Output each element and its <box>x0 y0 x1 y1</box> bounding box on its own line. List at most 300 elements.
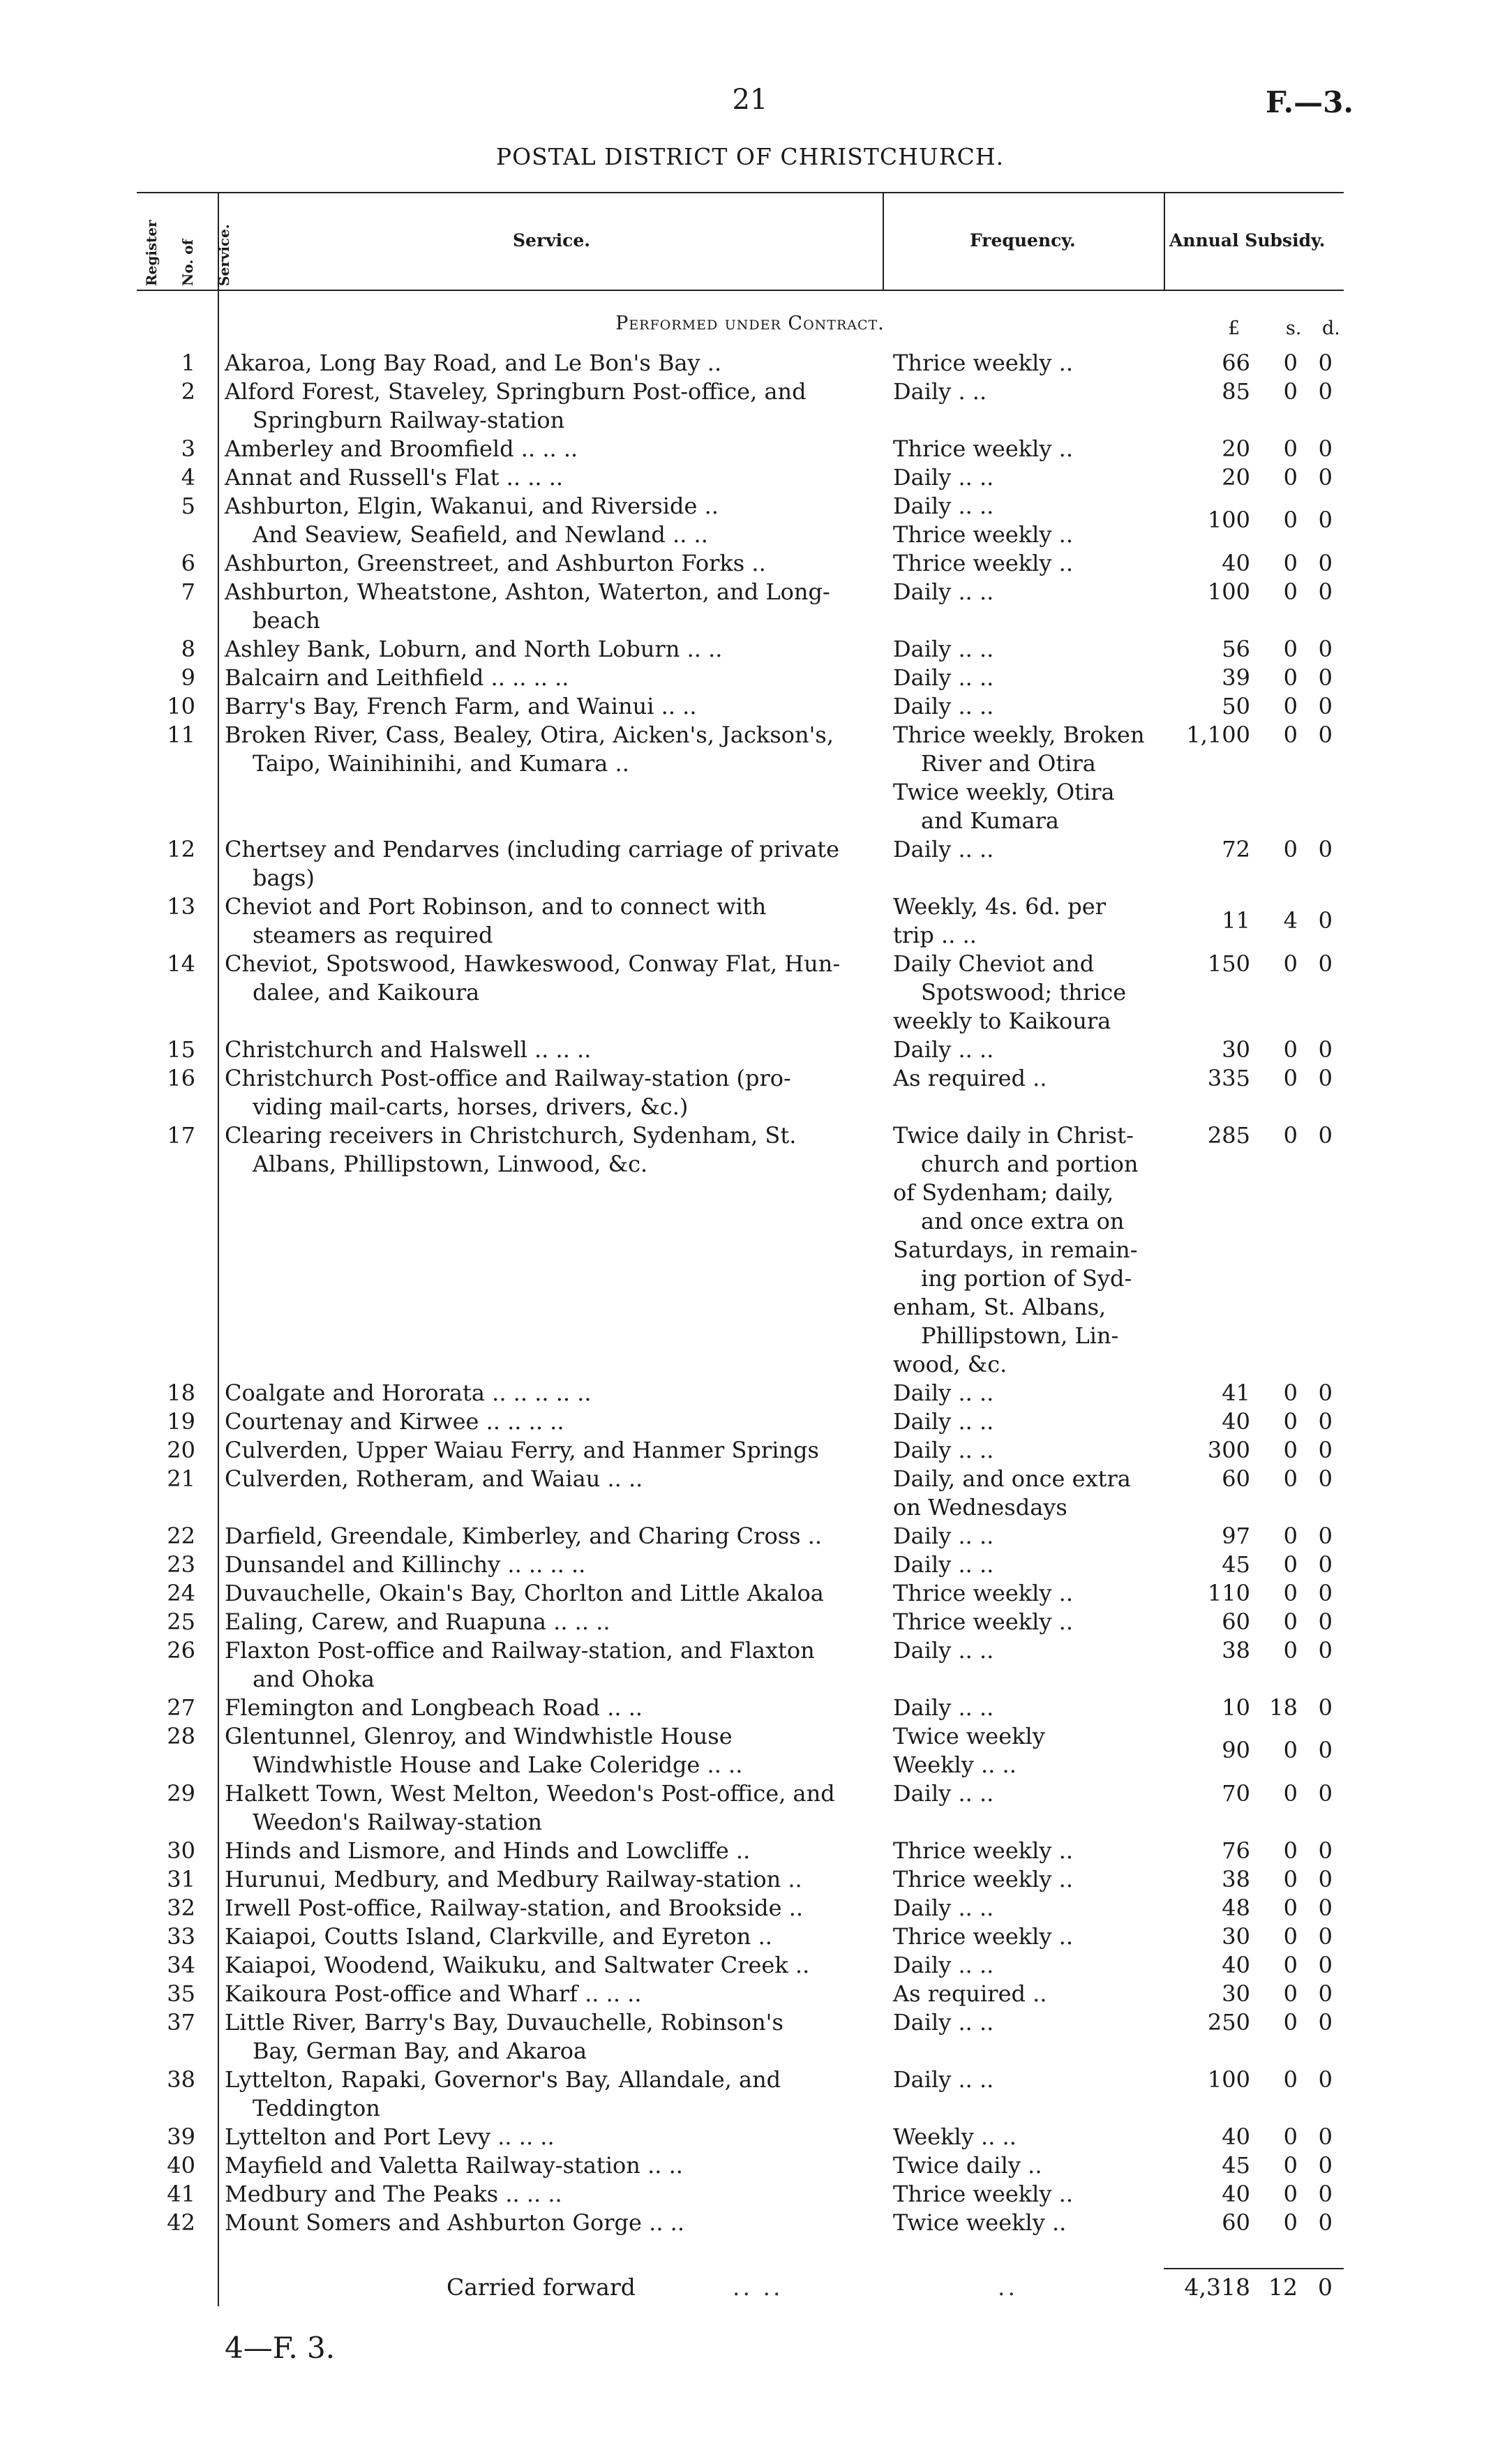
frequency-line: Twice weekly, Otira <box>893 779 1115 805</box>
service-route <box>225 1408 867 1436</box>
service-line: Ealing, Carew, and Ruapuna .. .. .. <box>225 1608 610 1635</box>
total-rule <box>1164 2268 1344 2269</box>
subsidy-shillings: 0 <box>1283 2181 1298 2207</box>
frequency <box>893 435 1144 463</box>
table-row <box>0 1980 1500 2008</box>
service-route <box>225 378 867 435</box>
table-row <box>0 1579 1500 1608</box>
frequency-line: Thrice weekly .. <box>893 1580 1073 1606</box>
service-line: Culverden, Rotheram, and Waiau .. .. <box>225 1465 643 1492</box>
frequency <box>893 1922 1144 1951</box>
service-line: Lyttelton, Rapaki, Governor's Bay, Allandale, and <box>225 2066 781 2093</box>
frequency <box>893 1579 1144 1608</box>
frequency-line: Thrice weekly, Broken <box>893 722 1145 748</box>
subsidy-pence: 0 <box>1318 2066 1333 2093</box>
service-line: Irwell Post-office, Railway-station, and Brookside .. <box>225 1895 804 1921</box>
service-line: Hurunui, Medbury, and Medbury Railway-station .. <box>225 1866 802 1892</box>
service-route <box>225 1522 867 1551</box>
table-row <box>0 835 1500 893</box>
subsidy-pence: 0 <box>1318 1523 1333 1549</box>
subsidy-shillings: 0 <box>1283 950 1298 977</box>
unit-shillings: s. <box>1286 318 1302 339</box>
service-route <box>225 1436 867 1465</box>
table-row <box>0 1951 1500 1980</box>
frequency-line: Daily .. .. <box>893 693 994 719</box>
service-line: Kaiapoi, Woodend, Waikuku, and Saltwater Creek .. <box>225 1952 810 1978</box>
subsidy-pence: 0 <box>1318 1380 1333 1406</box>
service-route <box>225 2066 867 2123</box>
service-route <box>225 1951 867 1980</box>
footer-reference: 4—F. 3. <box>225 2331 336 2365</box>
frequency-line: church and portion <box>921 1151 1139 1177</box>
subsidy-shillings: 0 <box>1283 1036 1298 1063</box>
service-line: Taipo, Wainihinihi, and Kumara .. <box>253 750 629 777</box>
subsidy-pounds: 97 <box>1222 1523 1250 1549</box>
frequency-line: Daily .. .. <box>893 2009 994 2036</box>
register-number: 6 <box>181 550 195 576</box>
service-line: Christchurch Post-office and Railway-station (pro- <box>225 1065 791 1091</box>
register-number: 35 <box>167 1980 195 2007</box>
page-title: POSTAL DISTRICT OF CHRISTCHURCH. <box>495 143 1005 170</box>
register-number: 4 <box>181 464 195 491</box>
table-row <box>0 692 1500 721</box>
subsidy-pounds: 30 <box>1222 1923 1250 1950</box>
subsidy-shillings: 0 <box>1283 350 1298 376</box>
frequency <box>893 2066 1144 2094</box>
frequency-line: trip .. .. <box>893 922 977 948</box>
frequency <box>893 1951 1144 1980</box>
service-line: steamers as required <box>253 922 493 948</box>
subsidy-shillings: 0 <box>1283 693 1298 719</box>
service-line: And Seaview, Seafield, and Newland .. .. <box>253 521 708 548</box>
frequency <box>893 1636 1144 1665</box>
subsidy-pence: 0 <box>1318 1036 1333 1063</box>
register-number: 26 <box>167 1637 195 1664</box>
section-heading: Performed under Contract. <box>615 313 885 334</box>
subsidy-shillings: 0 <box>1283 2209 1298 2236</box>
frequency <box>893 893 1144 950</box>
subsidy-pounds: 30 <box>1222 1980 1250 2007</box>
frequency-line: Daily .. .. <box>893 464 994 491</box>
subsidy-pounds: 60 <box>1222 1608 1250 1635</box>
subsidy-shillings: 0 <box>1283 1837 1298 1864</box>
subsidy-pence: 0 <box>1318 1465 1333 1492</box>
subsidy-pounds: 100 <box>1207 578 1250 605</box>
total-pounds: 4,318 <box>1184 2273 1250 2301</box>
register-number: 23 <box>167 1551 195 1578</box>
service-table-body <box>0 349 1500 2237</box>
register-number: 9 <box>181 664 195 691</box>
subsidy-pence: 0 <box>1318 507 1333 533</box>
table-row <box>0 578 1500 635</box>
service-line: Flemington and Longbeach Road .. .. <box>225 1694 643 1721</box>
subsidy-pence: 0 <box>1318 1980 1333 2007</box>
service-line: bags) <box>253 865 315 891</box>
subsidy-pounds: 38 <box>1222 1866 1250 1892</box>
service-line: Ashburton, Elgin, Wakanui, and Riverside .. <box>225 493 719 519</box>
subsidy-pence: 0 <box>1318 664 1333 691</box>
table-row <box>0 549 1500 578</box>
subsidy-pence: 0 <box>1318 378 1333 405</box>
frequency <box>893 1379 1144 1408</box>
frequency <box>893 1779 1144 1808</box>
register-number: 18 <box>167 1380 195 1406</box>
service-route <box>225 1064 867 1121</box>
subsidy-shillings: 0 <box>1283 1952 1298 1978</box>
table-row <box>0 1865 1500 1894</box>
frequency <box>893 1980 1144 2008</box>
subsidy-pounds: 100 <box>1207 2066 1250 2093</box>
table-row <box>0 378 1500 435</box>
service-route <box>225 1379 867 1408</box>
service-line: Courtenay and Kirwee .. .. .. .. <box>225 1408 564 1435</box>
register-number: 12 <box>167 836 195 863</box>
service-route <box>225 1636 867 1694</box>
frequency <box>893 1522 1144 1551</box>
table-row <box>0 950 1500 1036</box>
subsidy-pence: 0 <box>1318 836 1333 863</box>
service-line: Flaxton Post-office and Railway-station, and Flaxton <box>225 1637 815 1664</box>
frequency <box>893 692 1144 721</box>
register-number: 27 <box>167 1694 195 1721</box>
frequency-line: Weekly .. .. <box>893 1752 1017 1778</box>
service-route <box>225 1722 867 1779</box>
subsidy-pence: 0 <box>1318 464 1333 491</box>
subsidy-pounds: 66 <box>1222 350 1250 376</box>
table-row <box>0 2180 1500 2209</box>
frequency <box>893 2123 1144 2151</box>
subsidy-pounds: 40 <box>1222 1408 1250 1435</box>
service-line: Amberley and Broomfield .. .. .. <box>225 435 578 462</box>
frequency-line: Weekly .. .. <box>893 2123 1017 2150</box>
register-header-line2: No. of <box>179 239 196 286</box>
carried-forward-leader-2: .. <box>998 2273 1018 2301</box>
frequency <box>893 1408 1144 1436</box>
register-number: 25 <box>167 1608 195 1635</box>
service-line: Kaiapoi, Coutts Island, Clarkville, and Eyreton .. <box>225 1923 772 1950</box>
subsidy-pounds: 60 <box>1222 2209 1250 2236</box>
service-line: Albans, Phillipstown, Linwood, &c. <box>253 1151 648 1177</box>
subsidy-pence: 0 <box>1318 1780 1333 1807</box>
frequency-line: Daily .. .. <box>893 636 994 662</box>
service-line: Ashburton, Wheatstone, Ashton, Waterton, and Long- <box>225 578 830 605</box>
subsidy-pounds: 20 <box>1222 464 1250 491</box>
table-row <box>0 2209 1500 2237</box>
service-route <box>225 578 867 635</box>
service-line: Broken River, Cass, Bealey, Otira, Aicken's, Jackson's, <box>225 722 834 748</box>
subsidy-pence: 0 <box>1318 1737 1333 1763</box>
subsidy-shillings: 18 <box>1269 1694 1298 1721</box>
frequency-line: Thrice weekly .. <box>893 521 1073 548</box>
table-row <box>0 1064 1500 1121</box>
register-number: 33 <box>167 1923 195 1950</box>
subsidy-pence: 0 <box>1318 1694 1333 1721</box>
subsidy-shillings: 0 <box>1283 2009 1298 2036</box>
frequency-line: Thrice weekly .. <box>893 550 1073 576</box>
service-route <box>225 2209 867 2237</box>
service-route <box>225 1036 867 1064</box>
subsidy-shillings: 0 <box>1283 636 1298 662</box>
frequency-line: and once extra on <box>921 1208 1125 1234</box>
table-row <box>0 1694 1500 1722</box>
subsidy-pounds: 40 <box>1222 550 1250 576</box>
frequency-line: Weekly, 4s. 6d. per <box>893 893 1106 920</box>
frequency-line: Spotswood; thrice <box>921 979 1127 1006</box>
table-row <box>0 1608 1500 1636</box>
frequency-line: Thrice weekly .. <box>893 1923 1073 1950</box>
table-row <box>0 2066 1500 2123</box>
subsidy-pence: 0 <box>1318 907 1333 934</box>
service-line: Windwhistle House and Lake Coleridge .. .. <box>253 1752 743 1778</box>
frequency <box>893 1837 1144 1865</box>
table-row <box>0 2008 1500 2066</box>
service-route <box>225 692 867 721</box>
frequency-line: Daily, and once extra <box>893 1465 1131 1492</box>
frequency-line: Daily . .. <box>893 378 987 405</box>
service-line: Lyttelton and Port Levy .. .. .. <box>225 2123 555 2150</box>
table-row <box>0 349 1500 378</box>
frequency <box>893 492 1144 549</box>
register-number: 17 <box>167 1122 195 1149</box>
subsidy-pence: 0 <box>1318 350 1333 376</box>
subsidy-pence: 0 <box>1318 1551 1333 1578</box>
subsidy-shillings: 0 <box>1283 1551 1298 1578</box>
service-line: Cheviot and Port Robinson, and to connect with <box>225 893 767 920</box>
subsidy-shillings: 0 <box>1283 1437 1298 1463</box>
register-number: 32 <box>167 1895 195 1921</box>
table-row <box>0 1722 1500 1779</box>
frequency-line: Daily .. .. <box>893 1408 994 1435</box>
subsidy-pounds: 40 <box>1222 2123 1250 2150</box>
frequency <box>893 2209 1144 2237</box>
frequency-line: on Wednesdays <box>893 1494 1067 1521</box>
subsidy-shillings: 0 <box>1283 1780 1298 1807</box>
subsidy-pence: 0 <box>1318 1608 1333 1635</box>
frequency-column-header: Frequency. <box>970 230 1076 251</box>
frequency-line: enham, St. Albans, <box>893 1294 1107 1320</box>
register-number: 1 <box>181 350 195 376</box>
frequency <box>893 1064 1144 1093</box>
subsidy-pounds: 100 <box>1207 507 1250 533</box>
frequency-line: Daily .. .. <box>893 1523 994 1549</box>
subsidy-pounds: 90 <box>1222 1737 1250 1763</box>
subsidy-pounds: 40 <box>1222 1952 1250 1978</box>
service-line: Darfield, Greendale, Kimberley, and Charing Cross .. <box>225 1523 823 1549</box>
subsidy-pounds: 70 <box>1222 1780 1250 1807</box>
subsidy-column-header: Annual Subsidy. <box>1169 230 1326 251</box>
subsidy-shillings: 0 <box>1283 464 1298 491</box>
frequency <box>893 1722 1144 1779</box>
frequency-line: Twice daily .. <box>893 2152 1042 2179</box>
page-number: 21 <box>732 84 768 116</box>
service-line: Teddington <box>253 2095 380 2121</box>
service-route <box>225 1779 867 1837</box>
column-divider-service <box>883 192 884 290</box>
subsidy-pounds: 285 <box>1207 1122 1250 1149</box>
table-row <box>0 435 1500 463</box>
service-route <box>225 2151 867 2180</box>
subsidy-pounds: 56 <box>1222 636 1250 662</box>
frequency-line: Thrice weekly .. <box>893 2181 1073 2207</box>
subsidy-pounds: 38 <box>1222 1637 1250 1664</box>
frequency <box>893 1036 1144 1064</box>
subsidy-pounds: 20 <box>1222 435 1250 462</box>
subsidy-pounds: 11 <box>1222 907 1250 934</box>
subsidy-shillings: 0 <box>1283 1608 1298 1635</box>
table-row <box>0 1436 1500 1465</box>
subsidy-pounds: 45 <box>1222 2152 1250 2179</box>
service-route <box>225 1837 867 1865</box>
subsidy-pence: 0 <box>1318 1437 1333 1463</box>
subsidy-pounds: 335 <box>1207 1065 1250 1091</box>
table-row <box>0 1551 1500 1579</box>
table-row <box>0 721 1500 835</box>
table-row <box>0 492 1500 549</box>
frequency <box>893 721 1144 835</box>
subsidy-shillings: 0 <box>1283 1980 1298 2007</box>
service-line: Kaikoura Post-office and Wharf .. .. .. <box>225 1980 642 2007</box>
service-line: Akaroa, Long Bay Road, and Le Bon's Bay .. <box>225 350 722 376</box>
service-line: Halkett Town, West Melton, Weedon's Post-office, and <box>225 1780 835 1807</box>
frequency <box>893 635 1144 664</box>
service-route <box>225 1608 867 1636</box>
service-line: Christchurch and Halswell .. .. .. <box>225 1036 592 1063</box>
subsidy-pence: 0 <box>1318 2009 1333 2036</box>
register-number: 39 <box>167 2123 195 2150</box>
register-number: 22 <box>167 1523 195 1549</box>
service-line: Chertsey and Pendarves (including carriage of private <box>225 836 840 863</box>
service-route <box>225 549 867 578</box>
subsidy-shillings: 0 <box>1283 722 1298 748</box>
table-row <box>0 1636 1500 1694</box>
service-line: Culverden, Upper Waiau Ferry, and Hanmer Springs <box>225 1437 819 1463</box>
table-row <box>0 1522 1500 1551</box>
subsidy-pounds: 110 <box>1207 1580 1250 1606</box>
table-row <box>0 1036 1500 1064</box>
subsidy-shillings: 0 <box>1283 578 1298 605</box>
subsidy-shillings: 0 <box>1283 1866 1298 1892</box>
frequency <box>893 549 1144 578</box>
register-number: 42 <box>167 2209 195 2236</box>
frequency <box>893 463 1144 492</box>
service-line: dalee, and Kaikoura <box>253 979 480 1006</box>
service-line: Mount Somers and Ashburton Gorge .. .. <box>225 2209 684 2236</box>
service-line: Springburn Railway-station <box>253 407 565 433</box>
register-number: 10 <box>167 693 195 719</box>
frequency <box>893 1608 1144 1636</box>
register-number: 3 <box>181 435 195 462</box>
subsidy-pence: 0 <box>1318 1637 1333 1664</box>
frequency-line: ing portion of Syd- <box>921 1265 1132 1292</box>
service-line: viding mail-carts, horses, drivers, &c.) <box>253 1093 689 1120</box>
subsidy-pence: 0 <box>1318 578 1333 605</box>
carried-forward-label: Carried forward <box>447 2273 636 2301</box>
subsidy-pence: 0 <box>1318 950 1333 977</box>
subsidy-pence: 0 <box>1318 1122 1333 1149</box>
service-line: Hinds and Lismore, and Hinds and Lowcliffe .. <box>225 1837 751 1864</box>
service-line: Glentunnel, Glenroy, and Windwhistle House <box>225 1723 733 1749</box>
service-route <box>225 1465 867 1493</box>
subsidy-shillings: 0 <box>1283 664 1298 691</box>
subsidy-pence: 0 <box>1318 1923 1333 1950</box>
frequency-line: Twice daily in Christ- <box>893 1122 1134 1149</box>
service-route <box>225 349 867 378</box>
subsidy-pounds: 1,100 <box>1186 722 1250 748</box>
frequency-line: Twice weekly .. <box>893 2209 1067 2236</box>
frequency-line: Thrice weekly .. <box>893 1837 1073 1864</box>
subsidy-shillings: 0 <box>1283 507 1298 533</box>
service-route <box>225 2123 867 2151</box>
frequency <box>893 1465 1144 1522</box>
frequency-line: Daily .. .. <box>893 578 994 605</box>
service-line: Ashburton, Greenstreet, and Ashburton Forks .. <box>225 550 766 576</box>
frequency-line: Daily .. .. <box>893 836 994 863</box>
subsidy-pence: 0 <box>1318 2123 1333 2150</box>
register-number: 41 <box>167 2181 195 2207</box>
frequency <box>893 1865 1144 1894</box>
service-line: Little River, Barry's Bay, Duvauchelle, Robinson's <box>225 2009 783 2036</box>
service-route <box>225 1980 867 2008</box>
subsidy-pence: 0 <box>1318 1408 1333 1435</box>
subsidy-pounds: 250 <box>1207 2009 1250 2036</box>
frequency-line: of Sydenham; daily, <box>893 1179 1114 1206</box>
table-row <box>0 1379 1500 1408</box>
subsidy-pence: 0 <box>1318 2181 1333 2207</box>
frequency-line: Daily .. .. <box>893 1694 994 1721</box>
service-line: Dunsandel and Killinchy .. .. .. .. <box>225 1551 586 1578</box>
subsidy-shillings: 0 <box>1283 435 1298 462</box>
service-line: Alford Forest, Staveley, Springburn Post-office, and <box>225 378 807 405</box>
subsidy-pounds: 72 <box>1222 836 1250 863</box>
total-pence: 0 <box>1318 2273 1333 2301</box>
table-row <box>0 1121 1500 1379</box>
table-row <box>0 2151 1500 2180</box>
frequency-line: Daily .. .. <box>893 2066 994 2093</box>
frequency-line: Thrice weekly .. <box>893 350 1073 376</box>
subsidy-pence: 0 <box>1318 1895 1333 1921</box>
subsidy-shillings: 0 <box>1283 2123 1298 2150</box>
frequency-line: Daily .. .. <box>893 1952 994 1978</box>
table-row <box>0 1408 1500 1436</box>
frequency-line: Daily .. .. <box>893 1637 994 1664</box>
register-number: 38 <box>167 2066 195 2093</box>
subsidy-shillings: 0 <box>1283 1895 1298 1921</box>
frequency-line: Daily Cheviot and <box>893 950 1095 977</box>
frequency <box>893 835 1144 864</box>
register-number: 37 <box>167 2009 195 2036</box>
frequency-line: Daily .. .. <box>893 1780 994 1807</box>
frequency-line: and Kumara <box>921 807 1059 834</box>
service-route <box>225 1551 867 1579</box>
register-number: 16 <box>167 1065 195 1091</box>
frequency-line: Daily .. .. <box>893 664 994 691</box>
frequency <box>893 378 1144 406</box>
subsidy-pence: 0 <box>1318 435 1333 462</box>
subsidy-shillings: 0 <box>1283 1065 1298 1091</box>
subsidy-pence: 0 <box>1318 636 1333 662</box>
register-column-header <box>137 190 232 288</box>
subsidy-pounds: 85 <box>1222 378 1250 405</box>
register-number: 24 <box>167 1580 195 1606</box>
frequency <box>893 1894 1144 1922</box>
service-line: Balcairn and Leithfield .. .. .. .. <box>225 664 569 691</box>
frequency-line: Thrice weekly .. <box>893 435 1073 462</box>
table-row <box>0 1465 1500 1522</box>
subsidy-shillings: 0 <box>1283 1580 1298 1606</box>
register-number: 14 <box>167 950 195 977</box>
table-top-rule <box>137 192 1344 193</box>
subsidy-pence: 0 <box>1318 1837 1333 1864</box>
